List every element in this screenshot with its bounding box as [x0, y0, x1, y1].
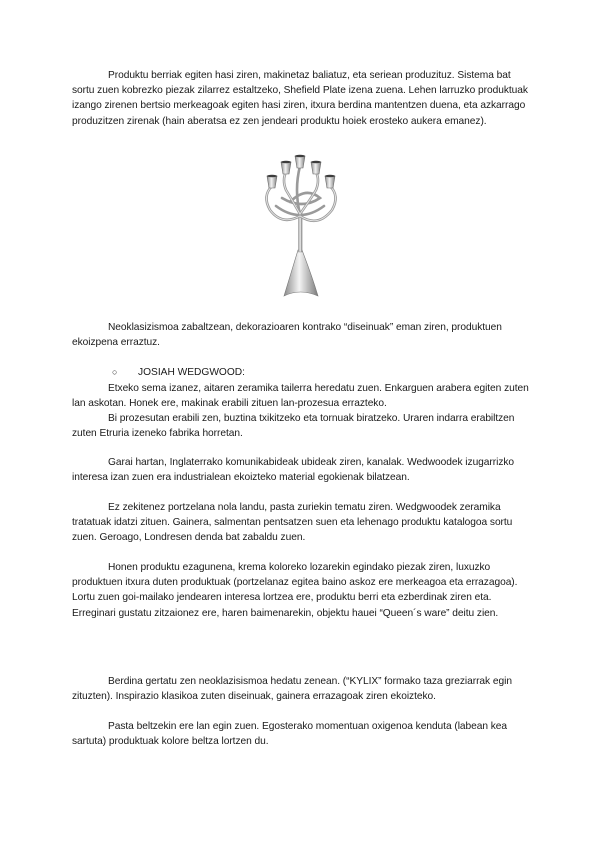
paragraph-queens-ware: Honen produktu ezagunena, krema koloreko lozarekin egindako piezak ziren, luxuzko produktuen itxura duten produktuak (portzelanaz egitea baino askoz ere merkeagoa eta errazagoa). Lortu zuen goi-mailako jendearen interesa lortzea ere, produktu berri eta ezberdinak ziren eta. Erreginari gustatu zitzaionez ere, haren baimenarekin, objektu hauei “Queen´s ware” deitu zien.: [72, 562, 518, 619]
paragraph-sheffield-plate: Produktu berriak egiten hasi ziren, makinetaz baliatuz, eta seriean produzituz. Sistema bat sortu zuen kobrezko piezak zilarrez estaltzeko, Shefield Plate izena zuena. Lehen larruzko produktuak izango zirenen bertsio merkeagoak egiten hasi ziren, itxura berdina mantentzen duena, eta azkarrago produzitzen zirenak (hain aberatsa ez zen jendeari produktu hoiek erosteko aukera emanez).: [72, 70, 528, 127]
bullet-josiah-wedgwood: [112, 365, 245, 380]
paragraph-black-paste: Pasta beltzekin ere lan egin zuen. Egosterako momentuan oxigenoa kenduta (labean kea sartuta) produktuak kolore beltza lortzen du.: [72, 721, 508, 748]
paragraph-family-workshop: Etxeko sema izanez, aitaren zeramika tailerra heredatu zuen. Enkarguen arabera egiten zuten lan askotan. Honek ere, makinak erabili zituen lan-prozesua errazteko.: [72, 383, 529, 410]
paragraph-kylix: Berdina gertatu zen neoklazisismoa hedatu zenean. (“KYLIX” formako taza greziarrak egin zituzten). Inspirazio klasikoa zuten diseinuak, gainera errazagoak ziren ekoizteko.: [72, 676, 512, 703]
bullet-circle-icon: ○: [112, 367, 118, 377]
candelabra-icon: [246, 150, 354, 300]
paragraph-etruria-factory: Bi prozesutan erabili zen, buztina txikitzeko eta tornuak biratzeko. Uraren indarra erabiltzen zuten Etruria izeneko fabrika horretan.: [72, 413, 515, 440]
paragraph-white-paste: Ez zekitenez portzelana nola landu, pasta zuriekin tematu ziren. Wedgwoodek zeramika tratatuak idatzi zituen. Gainera, salmentan pentsatzen suen eta lehenago produktu katalogoa sortu zuen. Geroago, Londresen denda bat zabaldu zuen.: [72, 502, 513, 544]
candelabra-image: [246, 150, 354, 300]
bullet-label: JOSIAH WEDGWOOD:: [138, 367, 245, 378]
paragraph-canals: Garai hartan, Inglaterrako komunikabideak ubideak ziren, kanalak. Wedwoodek izugarrizko interesa izan zuen era industrialean ekoizteko material egokienak bilatzean.: [72, 457, 515, 484]
paragraph-neoclassicism: Neoklasizismoa zabaltzean, dekorazioaren kontrako “diseinuak” eman ziren, produktuen ekoizpena erraztuz.: [72, 322, 502, 349]
